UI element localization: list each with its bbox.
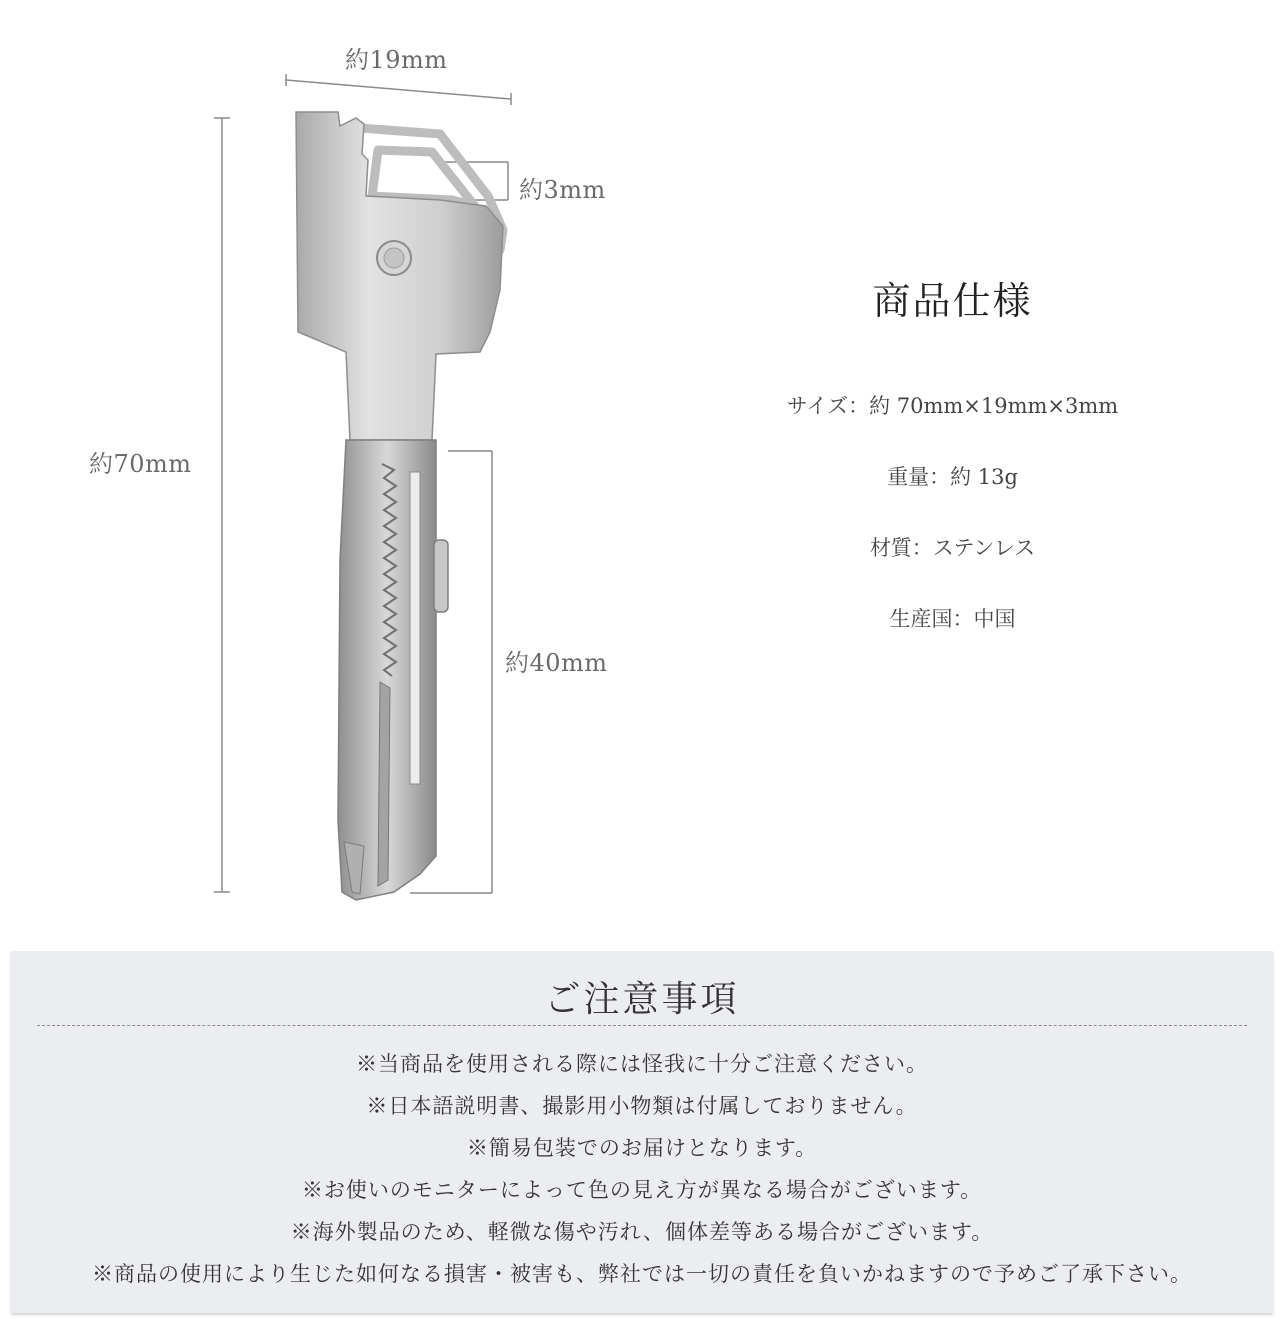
dimension-line-length: [214, 118, 230, 892]
notice-item: ※海外製品のため、軽微な傷や汚れ、個体差等ある場合がございます。: [290, 1220, 994, 1244]
spec-size: サイズ：約 70mm×19mm×3mm: [786, 394, 1119, 418]
dimension-label-length: 約70mm: [89, 450, 192, 478]
notice-divider: [37, 1025, 1247, 1026]
key-head: [296, 112, 503, 440]
notice-list: [11, 1043, 1273, 1295]
dimension-line-width: [286, 74, 511, 105]
key-tool-image: [296, 112, 503, 900]
spec-material: 材質：ステンレス: [869, 536, 1036, 560]
notice-item: ※商品の使用により生じた如何なる損害・被害も、弊社では一切の責任を負いかねますので予めご了承下さい。: [92, 1262, 1192, 1286]
notice-item: ※お使いのモニターによって色の見え方が異なる場合がございます。: [301, 1178, 983, 1202]
notice-title: ご注意事項: [544, 979, 740, 1020]
spec-weight: 重量：約 13g: [887, 465, 1018, 489]
dimension-label-thickness: 約3mm: [519, 176, 606, 204]
notice-item: ※簡易包装でのお届けとなります。: [466, 1136, 818, 1160]
notice-item: ※当商品を使用される際には怪我に十分ご注意ください。: [356, 1052, 928, 1076]
dimension-label-width: 約19mm: [345, 46, 448, 74]
notice-item: ※日本語説明書、撮影用小物類は付属しておりません。: [366, 1094, 918, 1118]
side-button: [434, 540, 448, 612]
spec-title: 商品仕様: [872, 279, 1033, 323]
dimension-label-blade: 約40mm: [505, 649, 608, 677]
blade-groove: [410, 472, 420, 784]
spec-origin: 生産国：中国: [889, 607, 1016, 631]
spec-section: [700, 270, 1205, 675]
notice-box: [11, 951, 1273, 1313]
